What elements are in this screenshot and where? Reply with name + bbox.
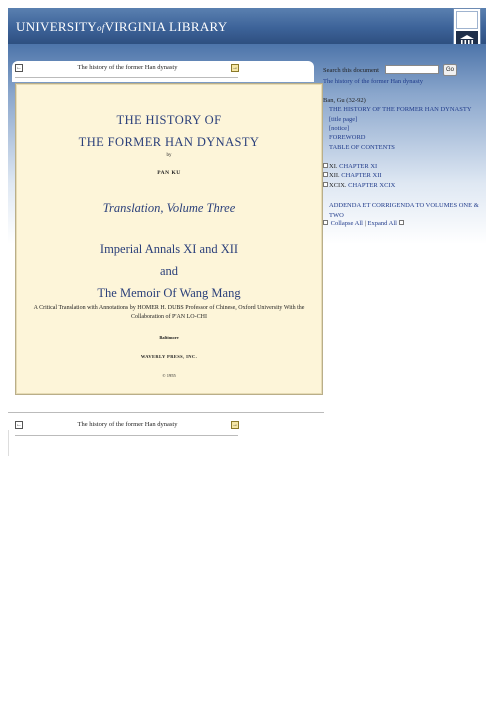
page-critical-note: A Critical Translation with Annotations by HOMER H. DUBS Professor of Chinese, Oxford University With the Collaboration of P'AN LO-CHI bbox=[33, 305, 305, 320]
title-page-link[interactable]: [title page] bbox=[329, 116, 358, 123]
title-of: of bbox=[97, 23, 105, 33]
bottom-divider bbox=[8, 412, 324, 413]
page-author: PAN KU bbox=[157, 170, 181, 176]
tree-controls bbox=[323, 220, 405, 227]
search-row bbox=[323, 64, 486, 78]
logo-blank-panel bbox=[456, 11, 478, 29]
controls-separator: | bbox=[364, 220, 366, 227]
nav-divider bbox=[15, 435, 238, 436]
previous-page-icon[interactable]: ← bbox=[16, 422, 22, 428]
search-label: Search this document bbox=[323, 67, 379, 74]
expand-all-icon[interactable] bbox=[399, 220, 404, 225]
nav-doc-title: The history of the former Han dynasty bbox=[77, 64, 178, 71]
collapse-all-link[interactable]: Collapse All bbox=[330, 220, 363, 227]
page-and: and bbox=[159, 264, 179, 278]
chapter-link[interactable]: CHAPTER XII bbox=[341, 172, 382, 179]
previous-page-icon[interactable]: ← bbox=[16, 65, 22, 71]
chapter-link[interactable]: CHAPTER XI bbox=[339, 163, 378, 170]
expand-toggle-icon[interactable] bbox=[323, 163, 328, 168]
next-page-icon[interactable]: → bbox=[232, 422, 238, 428]
page-by: by bbox=[166, 153, 172, 158]
notice-link[interactable]: [notice] bbox=[329, 125, 350, 132]
next-page-icon[interactable]: → bbox=[232, 65, 238, 71]
bottom-page-nav bbox=[15, 421, 240, 433]
toc-title-link[interactable]: THE HISTORY OF THE FORMER HAN DYNASTY bbox=[329, 106, 472, 113]
left-divider bbox=[8, 430, 9, 456]
chapter-number: XCIX. bbox=[329, 182, 347, 189]
page-year: © 1955 bbox=[162, 373, 176, 378]
chapter-link[interactable]: CHAPTER XCIX bbox=[348, 182, 396, 189]
expand-all-link[interactable]: Expand All bbox=[367, 220, 397, 227]
page-place: Baltimore bbox=[159, 335, 179, 340]
addenda-link[interactable]: ADDENDA ET CORRIGENDA TO VOLUMES ONE & TWO bbox=[329, 202, 479, 219]
expand-toggle-icon[interactable] bbox=[323, 172, 328, 177]
chapter-item bbox=[323, 172, 382, 179]
nav-doc-title: The history of the former Han dynasty bbox=[77, 421, 178, 428]
collapse-all-icon[interactable] bbox=[323, 220, 328, 225]
top-page-nav bbox=[15, 64, 240, 76]
document-link[interactable]: The history of the former Han dynasty bbox=[323, 78, 424, 85]
author-line: Ban, Gu (32-92) bbox=[323, 97, 366, 104]
library-title[interactable] bbox=[16, 19, 228, 35]
foreword-link[interactable]: FOREWORD bbox=[329, 134, 366, 141]
page-title-line-2: THE FORMER HAN DYNASTY bbox=[78, 135, 260, 149]
title-part-2: VIRGINIA LIBRARY bbox=[104, 19, 228, 34]
library-header bbox=[8, 8, 486, 44]
expand-toggle-icon[interactable] bbox=[323, 182, 328, 187]
title-part-1: UNIVERSITY bbox=[16, 19, 97, 34]
page-volume: Translation, Volume Three bbox=[102, 201, 236, 215]
chapter-item bbox=[323, 163, 377, 170]
page-image bbox=[15, 83, 323, 395]
chapter-number: XII. bbox=[329, 172, 340, 179]
go-button[interactable]: Go bbox=[443, 64, 457, 76]
chapter-number: XI. bbox=[329, 163, 338, 170]
page-title-line-1: THE HISTORY OF bbox=[116, 113, 222, 127]
page-publisher: WAVERLY PRESS, INC. bbox=[140, 354, 198, 359]
page-memoir: The Memoir Of Wang Mang bbox=[97, 286, 241, 300]
page-annals: Imperial Annals XI and XII bbox=[99, 242, 239, 256]
nav-divider bbox=[15, 77, 238, 78]
search-input[interactable] bbox=[385, 65, 439, 74]
contents-link[interactable]: TABLE OF CONTENTS bbox=[329, 144, 395, 151]
chapter-item bbox=[323, 182, 395, 189]
